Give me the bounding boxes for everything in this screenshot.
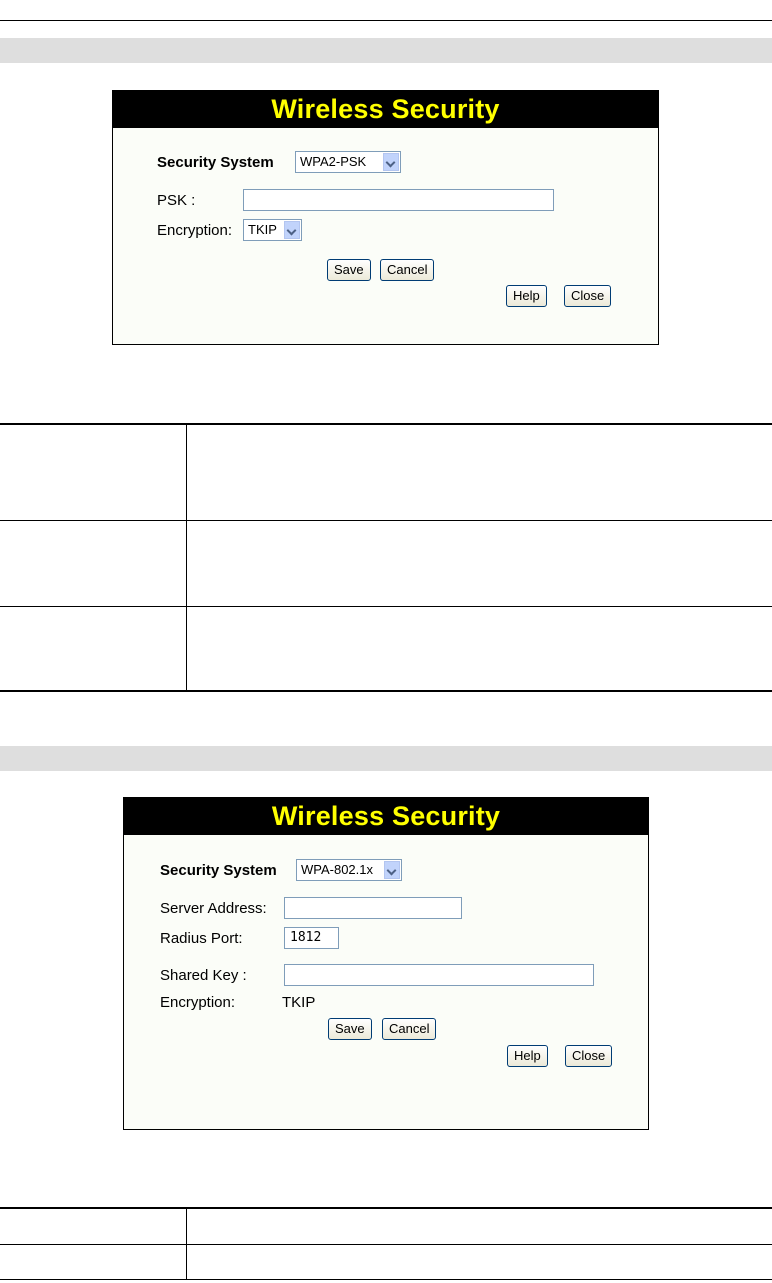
table-rule — [0, 1207, 772, 1209]
close-button[interactable]: Close — [565, 1045, 612, 1067]
description-table-2 — [0, 1207, 772, 1283]
security-system-label: Security System — [160, 862, 277, 879]
panel-title: Wireless Security — [113, 91, 658, 128]
security-system-label: Security System — [157, 154, 274, 171]
server-address-input[interactable] — [284, 897, 462, 919]
encryption-value: TKIP — [248, 222, 277, 237]
chevron-down-icon — [284, 221, 300, 239]
radius-port-label: Radius Port: — [160, 930, 243, 947]
shared-key-label: Shared Key : — [160, 967, 247, 984]
table-rule — [0, 520, 772, 521]
security-system-value: WPA2-PSK — [300, 154, 367, 169]
encryption-select[interactable] — [243, 219, 302, 241]
chevron-down-icon — [383, 153, 399, 171]
help-button[interactable]: Help — [507, 1045, 548, 1067]
encryption-label: Encryption: — [160, 994, 236, 1011]
security-system-select[interactable] — [296, 859, 402, 881]
table-column-divider — [186, 423, 187, 692]
close-button[interactable]: Close — [564, 285, 611, 307]
save-button[interactable]: Save — [328, 1018, 372, 1040]
security-system-value: WPA-802.1x — [301, 862, 374, 877]
section-band-1 — [0, 38, 772, 63]
panel-title: Wireless Security — [124, 798, 648, 835]
table-rule — [0, 1279, 772, 1280]
encryption-label: Encryption: — [157, 222, 233, 239]
description-table-1 — [0, 423, 772, 693]
psk-input[interactable] — [243, 189, 554, 211]
cancel-button[interactable]: Cancel — [382, 1018, 436, 1040]
wireless-security-panel-wpa2-psk — [112, 90, 659, 345]
table-rule — [0, 423, 772, 425]
encryption-value: TKIP — [282, 994, 316, 1011]
radius-port-input[interactable]: 1812 — [284, 927, 339, 949]
security-system-select[interactable] — [295, 151, 401, 173]
shared-key-input[interactable] — [284, 964, 594, 986]
table-rule — [0, 1244, 772, 1245]
cancel-button[interactable]: Cancel — [380, 259, 434, 281]
chevron-down-icon — [384, 861, 400, 879]
section-band-2 — [0, 746, 772, 771]
table-rule — [0, 606, 772, 607]
wireless-security-panel-wpa-802-1x — [123, 797, 649, 1130]
table-column-divider — [186, 1207, 187, 1280]
save-button[interactable]: Save — [327, 259, 371, 281]
help-button[interactable]: Help — [506, 285, 547, 307]
server-address-label: Server Address: — [160, 900, 267, 917]
table-rule — [0, 690, 772, 692]
top-rule — [0, 20, 772, 21]
psk-label: PSK : — [157, 192, 196, 209]
